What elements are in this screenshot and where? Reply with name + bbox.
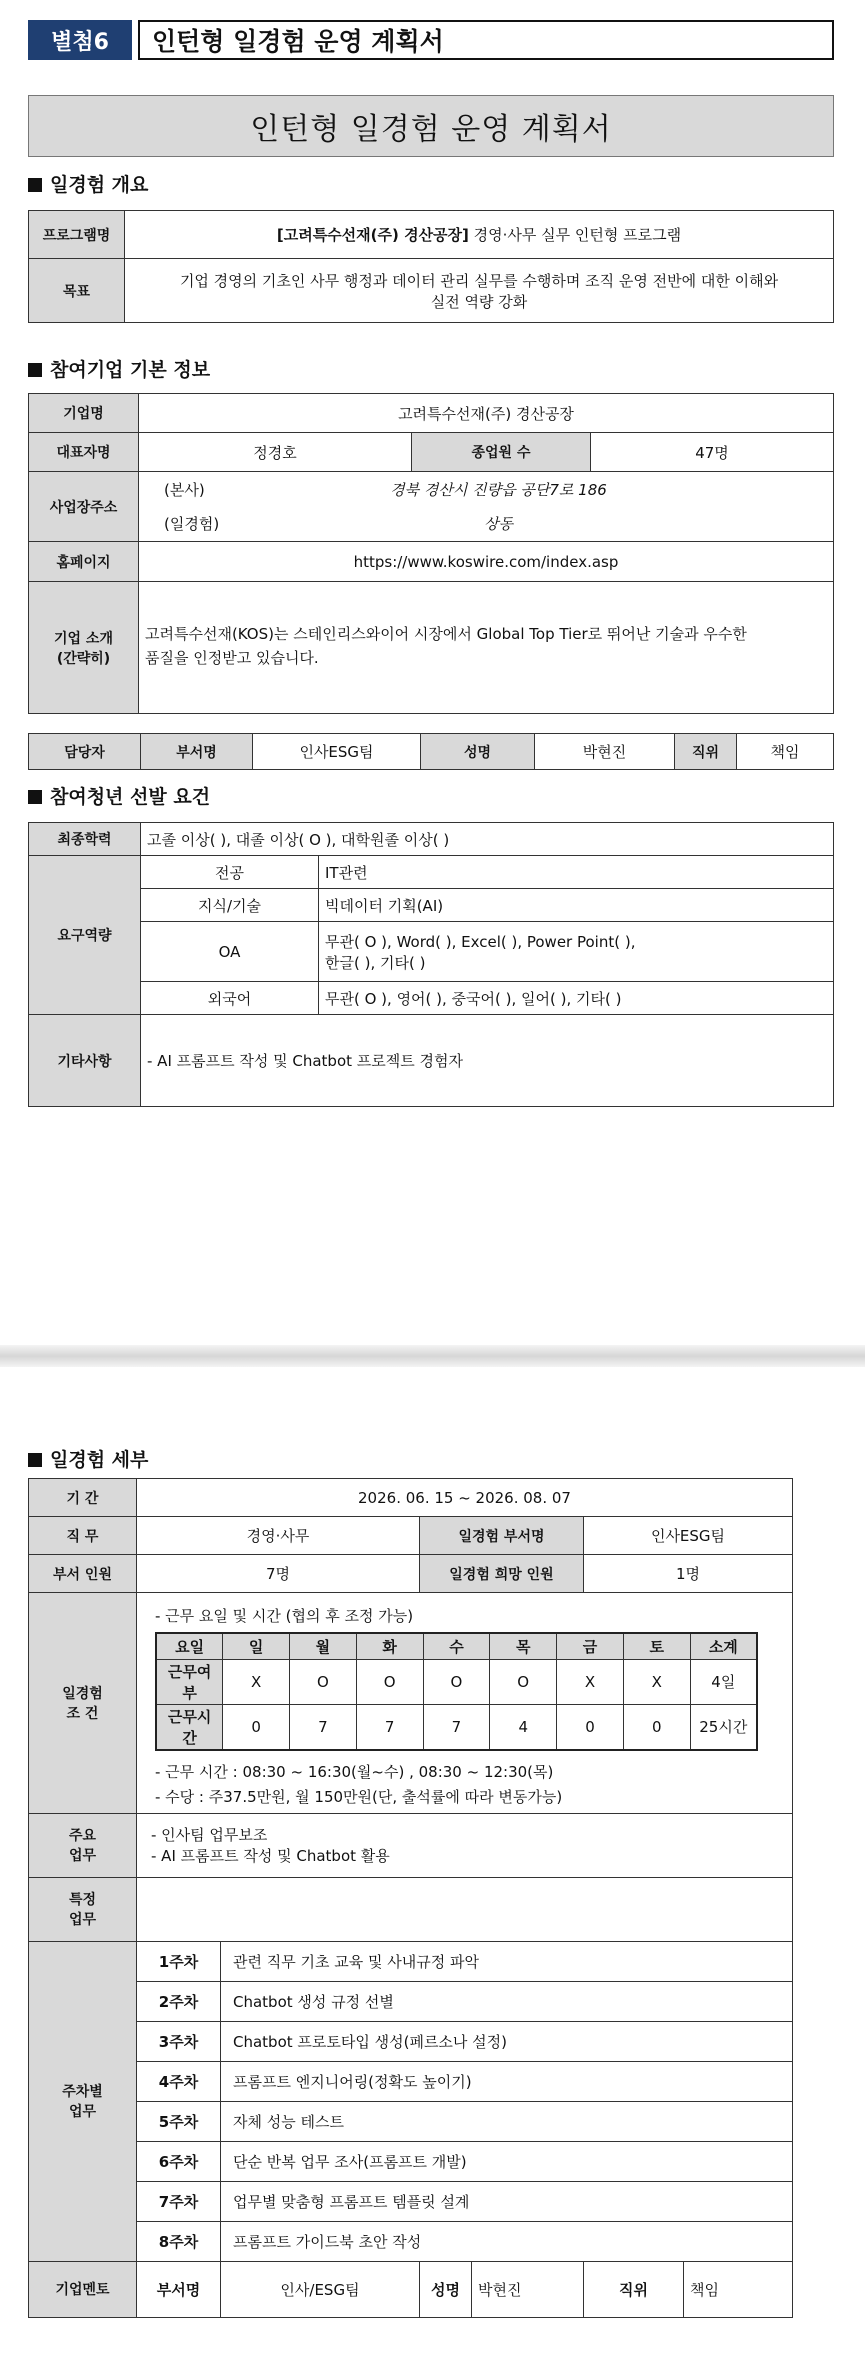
section-heading-company: 참여기업 기본 정보 [28, 355, 210, 382]
mentor-name-label: 성명 [420, 2261, 472, 2317]
main-duty-label: 주요 업무 [29, 1813, 137, 1877]
work-hours: - 근무 시간 : 08:30 ~ 16:30(월~수) , 08:30 ~ 12:30(목) [155, 1762, 554, 1781]
address-label: 사업장주소 [29, 472, 139, 542]
week-row [29, 2101, 793, 2141]
week-number: 1주차 [137, 1941, 221, 1981]
company-name-label: 기업명 [29, 394, 139, 433]
detail-dept-value: 인사ESG팀 [584, 1517, 793, 1555]
week-task: Chatbot 생성 규정 선별 [221, 1981, 793, 2021]
major-value: IT관련 [319, 856, 834, 889]
language-value: 무관( O ), 영어( ), 중국어( ), 일어( ), 기타( ) [319, 982, 834, 1015]
schedule-cell: O [490, 1659, 557, 1704]
address-block: (본사) 경북 경산시 진량읍 공단7로 186 (일경험) 상동 [139, 472, 834, 542]
schedule-cell: O [290, 1659, 357, 1704]
ceo-name: 정경호 [139, 433, 412, 472]
contact-position-label: 직위 [675, 734, 737, 770]
contact-position: 책임 [737, 734, 834, 770]
attachment-badge: 별첨6 [28, 20, 132, 60]
schedule-cell: X [557, 1659, 624, 1704]
staff-label: 부서 인원 [29, 1555, 137, 1593]
page-separator [0, 1345, 865, 1367]
contact-dept: 인사ESG팀 [253, 734, 421, 770]
schedule-cell: 요일 [156, 1633, 223, 1659]
header-title-box: 인턴형 일경험 운영 계획서 [138, 20, 834, 60]
company-intro: 고려특수선재(KOS)는 스테인리스와이어 시장에서 Global Top Tier로 뛰어난 기술과 우수한 품질을 인정받고 있습니다. [139, 582, 834, 714]
bullet-square-icon [28, 363, 42, 377]
week-row [29, 2181, 793, 2221]
oa-value: 무관( O ), Word( ), Excel( ), Power Point( ), 한글( ), 기타( ) [319, 922, 834, 982]
bullet-square-icon [28, 1453, 42, 1467]
schedule-cell: 근무여부 [156, 1659, 223, 1704]
schedule-cell: 7 [290, 1704, 357, 1750]
week-number: 2주차 [137, 1981, 221, 2021]
detail-table [28, 1478, 793, 2318]
employee-count: 47명 [591, 433, 834, 472]
week-task: 프롬프트 가이드북 초안 작성 [221, 2221, 793, 2261]
schedule-cell: 수 [423, 1633, 490, 1659]
mentor-name: 박현진 [472, 2261, 584, 2317]
contact-name-label: 성명 [421, 734, 535, 770]
company-name: 고려특수선재(주) 경산공장 [139, 394, 834, 433]
conditions-label: 일경험 조 건 [29, 1593, 137, 1814]
schedule-cell: 0 [623, 1704, 690, 1750]
week-row [29, 1941, 793, 1981]
language-label: 외국어 [141, 982, 319, 1015]
section-heading-detail: 일경험 세부 [28, 1445, 148, 1472]
schedule-cell: X [223, 1659, 290, 1704]
week-number: 4주차 [137, 2061, 221, 2101]
schedule-cell: 일 [223, 1633, 290, 1659]
wanted-count-value: 1명 [584, 1555, 793, 1593]
bullet-square-icon [28, 790, 42, 804]
job-label: 직 무 [29, 1517, 137, 1555]
schedule-cell: 0 [557, 1704, 624, 1750]
schedule-table [155, 1632, 758, 1751]
mentor-label: 기업멘토 [29, 2261, 137, 2317]
program-name: [고려특수선재(주) 경산공장] 경영·사무 실무 인턴형 프로그램 [125, 211, 834, 259]
section-heading-requirements: 참여청년 선발 요건 [28, 782, 210, 809]
week-number: 7주차 [137, 2181, 221, 2221]
schedule-cell: 7 [356, 1704, 423, 1750]
program-label: 프로그램명 [29, 211, 125, 259]
contact-dept-label: 부서명 [141, 734, 253, 770]
week-row [29, 2021, 793, 2061]
section-heading-overview: 일경험 개요 [28, 170, 148, 197]
etc-value: - AI 프롬프트 작성 및 Chatbot 프로젝트 경험자 [141, 1015, 834, 1107]
week-row [29, 2221, 793, 2261]
period-value: 2026. 06. 15 ~ 2026. 08. 07 [137, 1479, 793, 1517]
goal-label: 목표 [29, 259, 125, 323]
schedule-cell: 7 [423, 1704, 490, 1750]
schedule-cell: X [623, 1659, 690, 1704]
week-row [29, 2061, 793, 2101]
conditions-intro: - 근무 요일 및 시간 (협의 후 조정 가능) [155, 1607, 414, 1625]
intro-label: 기업 소개 (간략히) [29, 582, 139, 714]
schedule-cell: 4 [490, 1704, 557, 1750]
overview-table [28, 210, 834, 323]
period-label: 기 간 [29, 1479, 137, 1517]
week-task: 업무별 맞춤형 프롬프트 템플릿 설계 [221, 2181, 793, 2221]
special-duty-value [137, 1877, 793, 1941]
week-number: 5주차 [137, 2101, 221, 2141]
contact-label: 담당자 [29, 734, 141, 770]
main-duty-value: - 인사팀 업무보조 - AI 프롬프트 작성 및 Chatbot 활용 [137, 1813, 793, 1877]
staff-value: 7명 [137, 1555, 420, 1593]
week-number: 3주차 [137, 2021, 221, 2061]
main-title: 인턴형 일경험 운영 계획서 [28, 95, 834, 157]
conditions-cell [137, 1593, 793, 1814]
schedule-cell: 25시간 [690, 1704, 757, 1750]
mentor-position-label: 직위 [584, 2261, 684, 2317]
job-value: 경영·사무 [137, 1517, 420, 1555]
education-label: 최종학력 [29, 823, 141, 856]
schedule-cell: 소계 [690, 1633, 757, 1659]
week-task: 관련 직무 기초 교육 및 사내규정 파악 [221, 1941, 793, 1981]
mentor-dept: 인사/ESG팀 [221, 2261, 420, 2317]
mentor-dept-label: 부서명 [137, 2261, 221, 2317]
goal-text: 기업 경영의 기초인 사무 행정과 데이터 관리 실무를 수행하며 조직 운영 전반에 대한 이해와 실전 역량 강화 [125, 259, 834, 323]
week-task: Chatbot 프로토타입 생성(페르소나 설정) [221, 2021, 793, 2061]
company-table [28, 393, 834, 714]
schedule-cell: O [356, 1659, 423, 1704]
competency-label: 요구역량 [29, 856, 141, 1015]
skill-label: 지식/기술 [141, 889, 319, 922]
contact-table [28, 733, 834, 770]
schedule-cell: 월 [290, 1633, 357, 1659]
week-row [29, 2141, 793, 2181]
schedule-cell: 화 [356, 1633, 423, 1659]
homepage-url[interactable]: https://www.koswire.com/index.asp [139, 542, 834, 582]
week-task: 단순 반복 업무 조사(프롬프트 개발) [221, 2141, 793, 2181]
bullet-square-icon [28, 178, 42, 192]
week-number: 8주차 [137, 2221, 221, 2261]
homepage-label: 홈페이지 [29, 542, 139, 582]
schedule-cell: 4일 [690, 1659, 757, 1704]
week-task: 프롬프트 엔지니어링(정확도 높이기) [221, 2061, 793, 2101]
special-duty-label: 특정 업무 [29, 1877, 137, 1941]
mentor-position: 책임 [684, 2261, 793, 2317]
employee-count-label: 종업원 수 [412, 433, 591, 472]
etc-label: 기타사항 [29, 1015, 141, 1107]
ceo-label: 대표자명 [29, 433, 139, 472]
schedule-cell: O [423, 1659, 490, 1704]
week-task: 자체 성능 테스트 [221, 2101, 793, 2141]
requirements-table [28, 822, 834, 1107]
contact-name: 박현진 [535, 734, 675, 770]
allowance: - 수당 : 주37.5만원, 월 150만원(단, 출석률에 따라 변동가능) [155, 1787, 563, 1806]
education-value: 고졸 이상( ), 대졸 이상( O ), 대학원졸 이상( ) [141, 823, 834, 856]
major-label: 전공 [141, 856, 319, 889]
site-address: 상동 [484, 515, 513, 533]
oa-label: OA [141, 922, 319, 982]
weekly-duty-label: 주차별 업무 [29, 1941, 137, 2261]
week-row [29, 1981, 793, 2021]
schedule-cell: 0 [223, 1704, 290, 1750]
schedule-cell: 목 [490, 1633, 557, 1659]
skill-value: 빅데이터 기획(AI) [319, 889, 834, 922]
schedule-cell: 금 [557, 1633, 624, 1659]
week-number: 6주차 [137, 2141, 221, 2181]
detail-dept-label: 일경험 부서명 [420, 1517, 584, 1555]
wanted-count-label: 일경험 희망 인원 [420, 1555, 584, 1593]
schedule-cell: 토 [623, 1633, 690, 1659]
hq-address: 경북 경산시 진량읍 공단7로 186 [390, 481, 607, 499]
schedule-cell: 근무시간 [156, 1704, 223, 1750]
